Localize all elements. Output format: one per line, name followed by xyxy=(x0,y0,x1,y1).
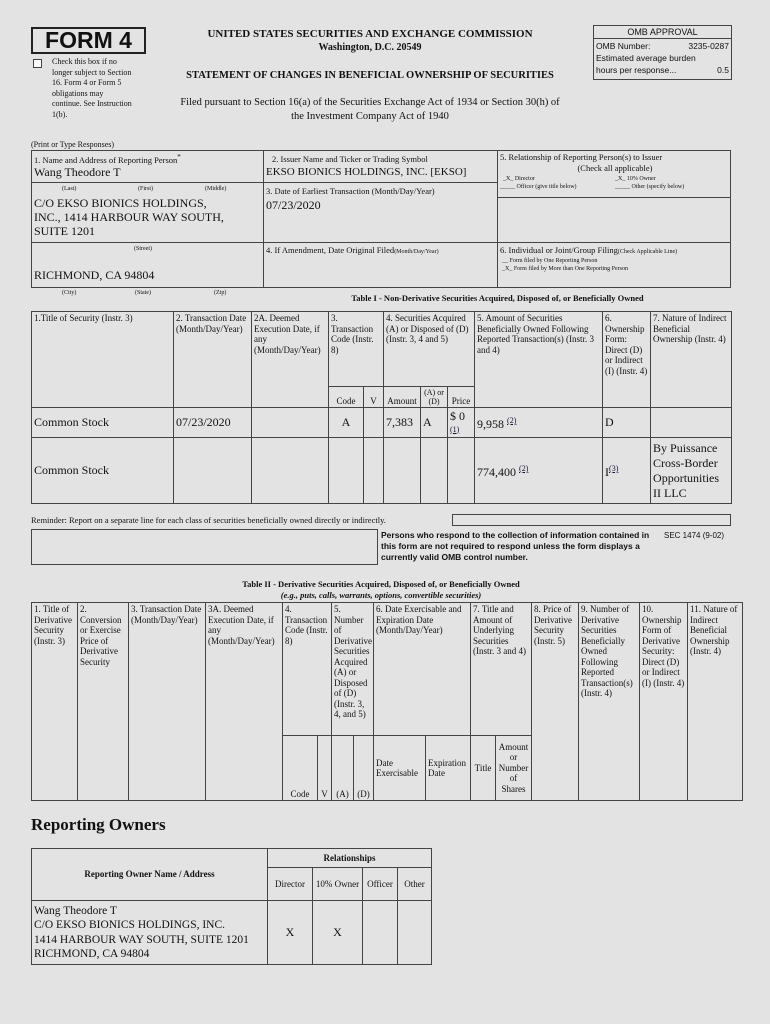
t2-h7: 7. Title and Amount of Underlying Securities (Instr. 3 and 4) xyxy=(471,603,532,736)
t1-r1-v xyxy=(364,438,384,504)
t2-h10: 10. Ownership Form of Derivative Security: Direct (D) or Indirect (I) (Instr. 4) xyxy=(640,603,688,801)
owner-other xyxy=(398,901,432,965)
t2-sub-v: V xyxy=(318,736,332,801)
city-state-zip: RICHMOND, CA 94804 xyxy=(34,268,155,282)
t1-r0-owned-cell xyxy=(475,408,603,438)
owner-line-4: RICHMOND, CA 94804 xyxy=(34,948,150,960)
t1-r1-form-cell xyxy=(603,438,651,504)
label-zip: (Zip) xyxy=(214,290,227,296)
t1-r0-date: 07/23/2020 xyxy=(174,408,252,438)
t2-h1: 1. Title of Derivative Security (Instr. 3) xyxy=(32,603,78,801)
owners-col-officer: Officer xyxy=(363,868,398,901)
t2-sub-code: Code xyxy=(283,736,318,801)
address-line-1: C/O EKSO BIONICS HOLDINGS, xyxy=(34,196,207,210)
t2-h4: 4. Transaction Code (Instr. 8) xyxy=(283,603,332,736)
relationship-officer: _____ Officer (give title below) xyxy=(500,184,577,190)
t2-sub-title: Title xyxy=(471,736,496,801)
t1-r0-code: A xyxy=(329,408,364,438)
no-longer-subject-checkbox[interactable] xyxy=(33,59,42,68)
label-street: (Street) xyxy=(134,246,152,252)
divider-box2 xyxy=(497,150,498,288)
t1-r0-amount: 7,383 xyxy=(384,408,421,438)
relationship-other: _____ Other (specify below) xyxy=(615,184,685,190)
table-row xyxy=(32,901,432,965)
box1-label-text: 1. Name and Address of Reporting Person xyxy=(34,154,178,165)
box3-label: 3. Date of Earliest Transaction (Month/Day/Year) xyxy=(266,186,435,196)
address-line-3: SUITE 1201 xyxy=(34,224,95,238)
owner-line-1: Wang Theodore T xyxy=(34,904,117,917)
owner-address-cell xyxy=(32,901,268,965)
t1-r0-price-cell xyxy=(448,408,475,438)
filed-line-2: the Investment Company Act of 1940 xyxy=(291,111,449,122)
box5-label: 5. Relationship of Reporting Person(s) to Issuer xyxy=(500,152,663,162)
t2-sub-a: (A) xyxy=(332,736,354,801)
divider-box1-street xyxy=(31,242,263,243)
label-state: (State) xyxy=(135,290,151,296)
box4-label xyxy=(266,246,494,257)
reminder-box xyxy=(452,514,731,526)
t1-sub-price: Price xyxy=(448,387,475,408)
t1-r1-owned-cell xyxy=(475,438,603,504)
table-row xyxy=(32,408,732,438)
t1-r1-title: Common Stock xyxy=(32,438,174,504)
t1-r0-form: D xyxy=(603,408,651,438)
statement-title: STATEMENT OF CHANGES IN BENEFICIAL OWNERSHIP OF SECURITIES xyxy=(186,70,554,81)
box6-label-text: 6. Individual or Joint/Group Filing xyxy=(500,245,618,255)
box4-label-text: 4. If Amendment, Date Original Filed xyxy=(266,245,395,255)
box4-label-sub: (Month/Day/Year) xyxy=(394,249,439,255)
owners-col-name: Reporting Owner Name / Address xyxy=(32,849,268,901)
owner-line-2: C/O EKSO BIONICS HOLDINGS, INC. xyxy=(34,919,226,931)
t2-h2: 2. Conversion or Exercise Price of Derivative Security xyxy=(78,603,129,801)
t2-h9: 9. Number of Derivative Securities Beneficially Owned Following Reported Transaction(s) (Instr. 4) xyxy=(579,603,640,801)
t1-r1-price xyxy=(448,438,475,504)
omb-title: OMB APPROVAL xyxy=(627,27,698,37)
reminder-text: Reminder: Report on a separate line for each class of securities beneficially owned directly or indirectly. xyxy=(31,515,386,525)
agency-location: Washington, D.C. 20549 xyxy=(318,42,422,53)
reporting-owners-heading: Reporting Owners xyxy=(31,815,166,834)
box1-asterisk: * xyxy=(177,153,181,161)
earliest-transaction-date: 07/23/2020 xyxy=(266,198,321,212)
omb-hours: 0.5 xyxy=(717,65,729,75)
t1-h5: 5. Amount of Securities Beneficially Owned Following Reported Transaction(s) (Instr. 3 and 4) xyxy=(475,312,603,408)
owner-ten-pct: X xyxy=(313,901,363,965)
relationship-director: _X_ Director xyxy=(503,176,535,182)
t1-r0-price-footnote[interactable]: (1) xyxy=(450,424,460,434)
table1-title: Table I - Non-Derivative Securities Acquired, Disposed of, or Beneficially Owned xyxy=(351,293,644,303)
owner-line-3: 1414 HARBOUR WAY SOUTH, SUITE 1201 xyxy=(34,933,249,946)
table-row xyxy=(32,438,732,504)
t1-r1-nature: By Puissance Cross-Border Opportunities II LLC xyxy=(651,438,732,504)
owners-col-other: Other xyxy=(398,868,432,901)
t1-r0-title: Common Stock xyxy=(32,408,174,438)
t1-r1-owned-footnote[interactable]: (2) xyxy=(519,464,529,473)
t2-h8: 8. Price of Derivative Security (Instr. 5) xyxy=(532,603,579,801)
t1-r0-owned-footnote[interactable]: (2) xyxy=(507,416,517,425)
box2-label: 2. Issuer Name and Ticker or Trading Symbol xyxy=(272,154,428,164)
reporting-owners-table xyxy=(31,848,432,965)
divider-box1-name xyxy=(31,182,263,183)
t1-r0-nature xyxy=(651,408,732,438)
t2-sub-expiration: Expiration Date xyxy=(426,736,471,801)
reporting-person-name: Wang Theodore T xyxy=(34,165,121,179)
box1-label xyxy=(34,153,262,165)
omb-burden: Estimated average burden xyxy=(596,53,696,63)
table2 xyxy=(31,602,743,801)
t1-h1: 1.Title of Security (Instr. 3) xyxy=(32,312,174,408)
table2-subtitle: (e.g., puts, calls, warrants, options, convertible securities) xyxy=(280,590,482,600)
t2-h3a: 3A. Deemed Execution Date, if any (Month/Day/Year) xyxy=(206,603,283,801)
table2-title: Table II - Derivative Securities Acquired, Disposed of, or Beneficially Owned xyxy=(242,579,520,589)
t1-sub-code: Code xyxy=(329,387,364,408)
box6-label-sub: (Check Applicable Line) xyxy=(617,249,678,255)
t1-h3: 3. Transaction Code (Instr. 8) xyxy=(329,312,384,387)
t1-r1-amount xyxy=(384,438,421,504)
t1-h2a: 2A. Deemed Execution Date, if any (Month/Day/Year) xyxy=(252,312,329,408)
label-first: (First) xyxy=(138,186,153,192)
t2-sub-d: (D) xyxy=(354,736,374,801)
t1-r0-owned: 9,958 xyxy=(477,417,505,431)
filed-line-1: Filed pursuant to Section 16(a) of the Securities Exchange Act of 1934 or Section 30(h) of xyxy=(180,97,560,108)
t1-r1-form-footnote[interactable]: (3) xyxy=(609,464,619,473)
t2-h5: 5. Number of Derivative Securities Acquired (A) or Disposed of (D) (Instr. 3, 4, and 5) xyxy=(332,603,374,736)
owners-relationships: Relationships xyxy=(268,849,432,868)
t2-h3: 3. Transaction Date (Month/Day/Year) xyxy=(129,603,206,801)
t1-r1-date xyxy=(174,438,252,504)
t1-sub-amount: Amount xyxy=(384,387,421,408)
omb-number: 3235-0287 xyxy=(688,41,729,51)
owner-officer xyxy=(363,901,398,965)
persons-note: Persons who respond to the collection of information contained in this form are not required to respond unless the form displays a currently valid OMB control number. xyxy=(381,530,650,562)
issuer-name-ticker: EKSO BIONICS HOLDINGS, INC. [EKSO] xyxy=(266,166,467,178)
box5-sub: (Check all applicable) xyxy=(577,163,653,173)
label-middle: (Middle) xyxy=(205,186,227,192)
divider-box2-3 xyxy=(263,182,497,183)
sec-code: SEC 1474 (9-02) xyxy=(664,531,725,540)
owner-director: X xyxy=(268,901,313,965)
t1-h6: 6. Ownership Form: Direct (D) or Indirect (I) (Instr. 4) xyxy=(603,312,651,408)
label-city: (City) xyxy=(62,290,77,296)
checkbox-text: Check this box if no longer subject to Section 16. Form 4 or Form 5 obligations may continue. See Instruction 1(b). xyxy=(52,57,132,119)
owners-col-director: Director xyxy=(268,868,313,901)
t1-h7: 7. Nature of Indirect Beneficial Ownership (Instr. 4) xyxy=(651,312,732,408)
omb-hours-label: hours per response... xyxy=(596,65,677,75)
box6-label xyxy=(500,246,730,257)
t1-r1-owned: 774,400 xyxy=(477,465,517,479)
table1 xyxy=(31,311,732,504)
owners-col-ten: 10% Owner xyxy=(313,868,363,901)
t1-r0-price: $ 0 xyxy=(450,408,465,423)
t1-h2: 2. Transaction Date (Month/Day/Year) xyxy=(174,312,252,408)
t1-r0-deemed xyxy=(252,408,329,438)
persons-left-box xyxy=(31,529,378,565)
address-line-2: INC., 1414 HARBOUR WAY SOUTH, xyxy=(34,210,224,224)
divider-box1 xyxy=(263,150,264,288)
filing-one-person: __ Form filed by One Reporting Person xyxy=(502,258,598,264)
relationship-ten-pct-owner: _X_ 10% Owner xyxy=(615,176,656,182)
omb-title-divider xyxy=(593,38,732,39)
t1-r1-form: I xyxy=(605,465,610,479)
t1-r1-deemed xyxy=(252,438,329,504)
t1-r1-code xyxy=(329,438,364,504)
label-last: (Last) xyxy=(62,186,77,192)
divider-box5-sub xyxy=(497,197,731,198)
form-title: FORM 4 xyxy=(45,27,132,53)
t2-sub-amount: Amount or Number of Shares xyxy=(496,736,532,801)
t1-sub-v: V xyxy=(364,387,384,408)
t1-h4: 4. Securities Acquired (A) or Disposed of (D) (Instr. 3, 4 and 5) xyxy=(384,312,475,387)
filing-more-persons: _X_ Form filed by More than One Reporting Person xyxy=(502,266,628,272)
t2-sub-date-exercisable: Date Exercisable xyxy=(374,736,426,801)
t2-h11: 11. Nature of Indirect Beneficial Ownership (Instr. 4) xyxy=(688,603,743,801)
divider-box3-4 xyxy=(263,242,731,243)
t1-r1-aord xyxy=(421,438,448,504)
t1-r0-aord: A xyxy=(421,408,448,438)
omb-number-label: OMB Number: xyxy=(596,41,651,51)
t1-sub-aord: (A) or (D) xyxy=(421,387,448,408)
agency-name: UNITED STATES SECURITIES AND EXCHANGE COMMISSION xyxy=(207,28,533,40)
print-note: (Print or Type Responses) xyxy=(31,140,115,149)
t2-h6: 6. Date Exercisable and Expiration Date (Month/Day/Year) xyxy=(374,603,471,736)
t1-r0-v xyxy=(364,408,384,438)
